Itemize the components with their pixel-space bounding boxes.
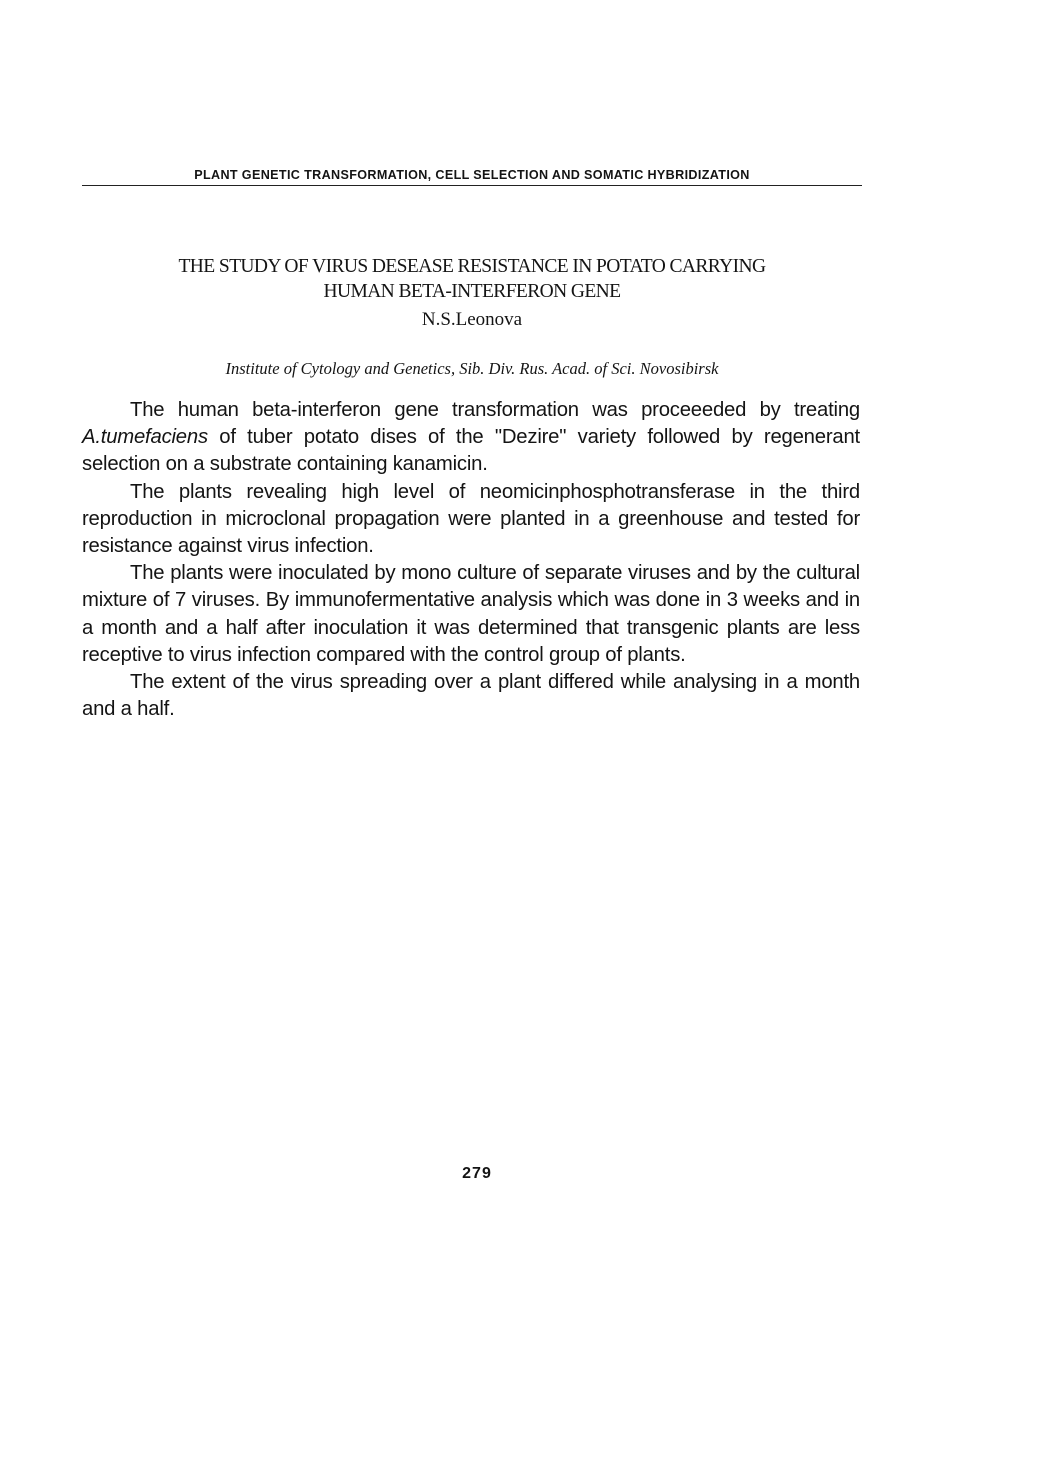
affiliation: Institute of Cytology and Genetics, Sib. Div. Rus. Acad. of Sci. Novosibirsk: [225, 359, 719, 378]
paragraph-4: The extent of the virus spreading over a plant differed while analysing in a month and a half.: [82, 671, 860, 721]
paragraph-1-end: of tuber potato dises of the "Dezire" variety followed by regenerant selection on a substrate containing kanamicin.: [82, 426, 860, 476]
header-rule: [82, 185, 862, 186]
title-line-2: HUMAN BETA-INTERFERON GENE: [323, 281, 621, 302]
paper-title: [82, 254, 862, 304]
paragraph-1-start: The human beta-interferon gene transformation was proceeeded by treating: [130, 399, 860, 421]
paragraph-2: The plants revealing high level of neomicinphosphotransferase in the third reproduction in microclonal propagation were planted in a greenhouse and tested for resistance against virus infection.: [82, 480, 860, 558]
paragraph-3: The plants were inoculated by mono culture of separate viruses and by the cultural mixture of 7 viruses. By immunofermentative analysis which was done in 3 weeks and in a month and a half after inoculation it was determined that transgenic plants are less receptive to virus infection compared with the control group of plants.: [82, 562, 860, 666]
species-name: A.tumefaciens: [82, 426, 208, 449]
abstract-body: [82, 397, 860, 723]
running-header: PLANT GENETIC TRANSFORMATION, CELL SELECTION AND SOMATIC HYBRIDIZATION: [194, 168, 750, 182]
page-number: 279: [462, 1165, 492, 1182]
paragraph-1: [82, 397, 860, 479]
author: N.S.Leonova: [421, 309, 523, 330]
title-line-1: THE STUDY OF VIRUS DESEASE RESISTANCE IN POTATO CARRYING: [178, 256, 766, 277]
